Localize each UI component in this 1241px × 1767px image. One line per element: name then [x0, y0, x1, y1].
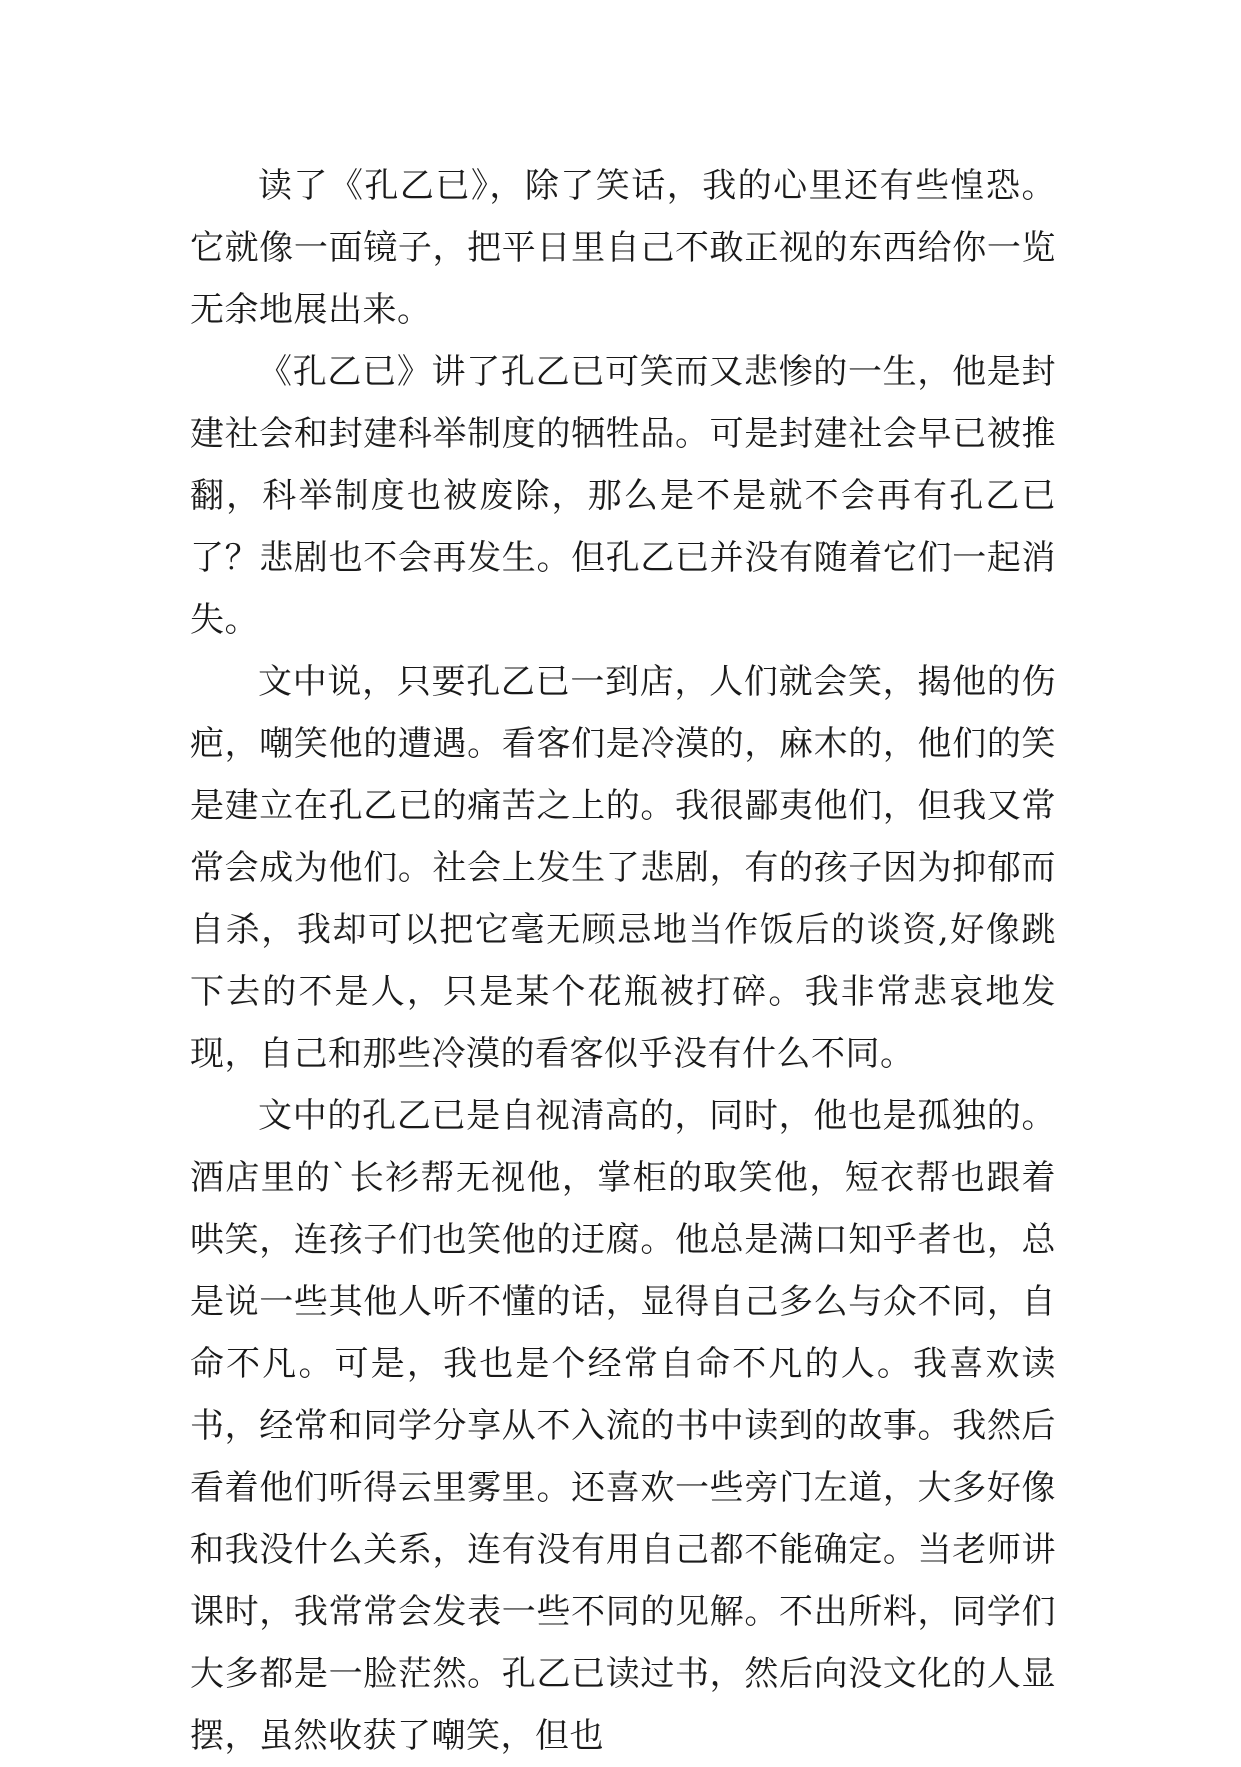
- paragraph-4: 文中的孔乙已是自视清高的，同时，他也是孤独的。酒店里的`长衫帮无视他，掌柜的取笑他，短衣帮也跟着哄笑，连孩子们也笑他的迂腐。他总是满口知乎者也，总是说一些其他人听不懂的话，显得自己多么与众不同，自命不凡。可是，我也是个经常自命不凡的人。我喜欢读书，经常和同学分享从不入流的书中读到的故事。我然后看着他们听得云里雾里。还喜欢一些旁门左道，大多好像和我没什么关系，连有没有用自己都不能确定。当老师讲课时，我常常会发表一些不同的见解。不出所料，同学们大多都是一脸茫然。孔乙已读过书，然后向没文化的人显摆，虽然收获了嘲笑，但也: [190, 1096, 1056, 1756]
- paragraph-2: 《孔乙已》讲了孔乙已可笑而又悲惨的一生，他是封建社会和封建科举制度的牺牲品。可是封建社会早已被推翻，科举制度也被废除，那么是不是就不会再有孔乙已了？悲剧也不会再发生。但孔乙已并没有随着它们一起消失。: [190, 352, 1056, 640]
- paragraph-1: 读了《孔乙已》，除了笑话，我的心里还有些惶恐。它就像一面镜子，把平日里自己不敢正视的东西给你一览无余地展出来。: [190, 166, 1056, 330]
- paragraph-3: 文中说，只要孔乙已一到店，人们就会笑，揭他的伤疤，嘲笑他的遭遇。看客们是冷漠的，麻木的，他们的笑是建立在孔乙已的痛苦之上的。我很鄙夷他们，但我又常常会成为他们。社会上发生了悲剧，有的孩子因为抑郁而自杀，我却可以把它毫无顾忌地当作饭后的谈资,好像跳下去的不是人，只是某个花瓶被打碎。我非常悲哀地发现，自己和那些冷漠的看客似乎没有什么不同。: [190, 662, 1056, 1074]
- essay-body: [190, 155, 1056, 1767]
